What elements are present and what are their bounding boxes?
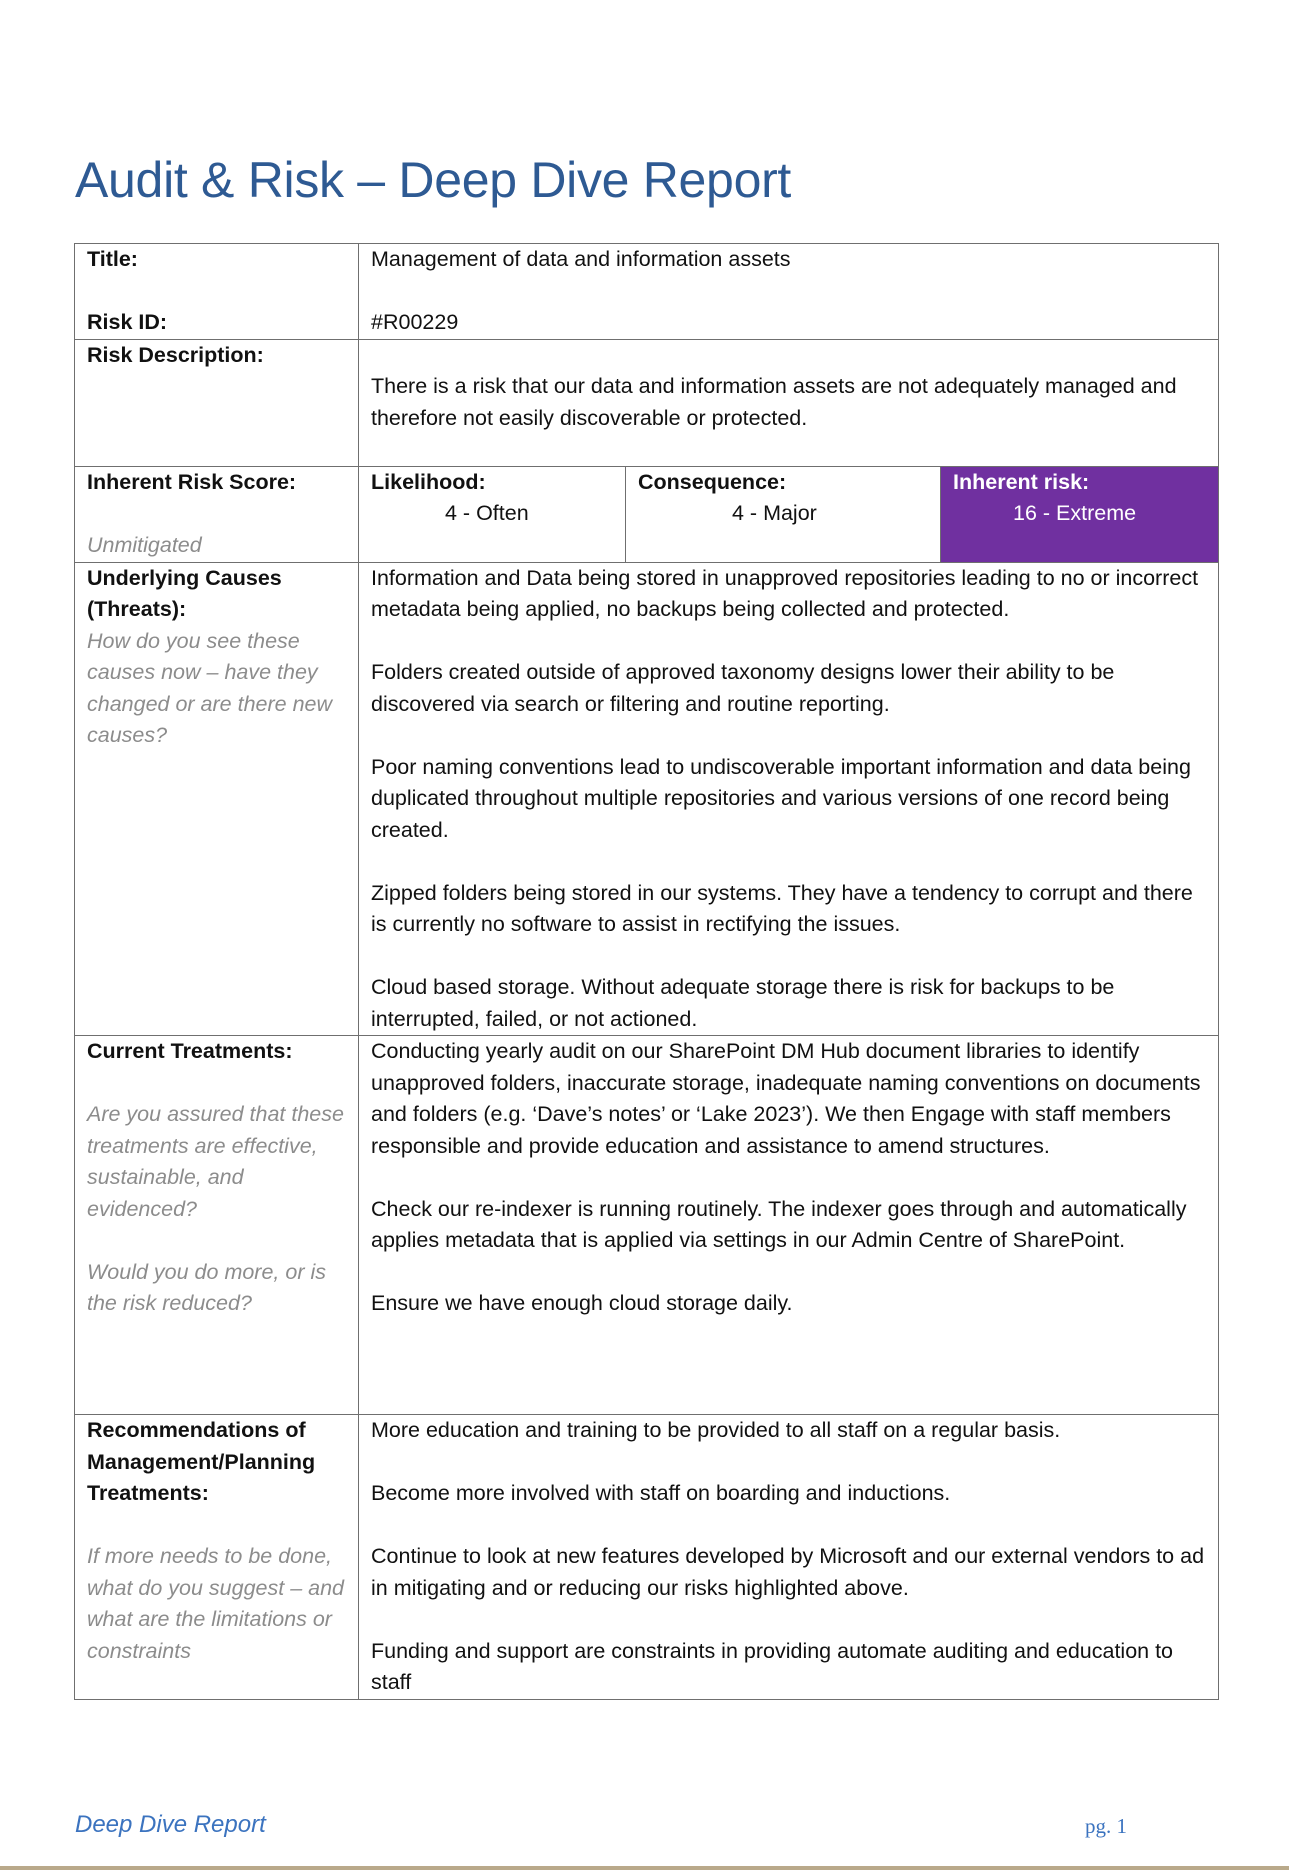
risk-description-row [75,339,1219,466]
cause-paragraph: Folders created outside of approved taxonomy designs lower their ability to be discovered via search or filtering and routine reporting. [371,660,1115,716]
inherent-risk-value: 16 - Extreme [1013,501,1137,525]
treatment-paragraph: Check our re-indexer is running routinely. The indexer goes through and automatically applies metadata that is applied via settings in our Admin Centre of SharePoint. [371,1196,1187,1252]
treatment-paragraph: Ensure we have enough cloud storage daily. [371,1291,793,1315]
title-value-cell [359,244,1219,340]
title-label: Title: [87,247,138,271]
risk-id-label: Risk ID: [87,310,168,334]
current-treatments-row [75,1036,1219,1415]
title-value: Management of data and information assets [371,247,791,271]
risk-description-label: Risk Description: [87,342,264,367]
consequence-cell [626,466,941,562]
risk-description-value-cell [359,339,1219,466]
recommendations-value-cell [359,1415,1219,1700]
cause-paragraph: Information and Data being stored in unapproved repositories leading to no or incorrect metadata being applied, no backups being collected and protected. [371,565,1199,621]
underlying-causes-hint: How do you see these causes now – have they changed or are there new causes? [87,628,333,747]
inherent-risk-score-row [75,466,1219,562]
current-treatments-value-cell [359,1036,1219,1415]
consequence-value: 4 - Major [732,501,817,525]
treatment-paragraph: Conducting yearly audit on our SharePoint DM Hub document libraries to identify unapproved folders, inaccurate storage, inadequate naming conventions on documents and folders (e.g. ‘Dave’s notes’ or ‘Lake 2023’). We then Engage with staff members responsible and provide education and assistance to amend structures. [371,1039,1201,1158]
inherent-risk-score-label-cell [75,466,359,562]
risk-description-value: There is a risk that our data and information assets are not adequately managed and therefore not easily discoverable or protected. [371,374,1177,430]
recommendation-paragraph: Become more involved with staff on boarding and inductions. [371,1481,951,1505]
inherent-risk-label: Inherent risk: [953,469,1090,494]
recommendations-label-cell [75,1415,359,1700]
current-treatments-hint-assured: Are you assured that these treatments are effective, sustainable, and evidenced? [87,1102,344,1221]
cause-paragraph: Cloud based storage. Without adequate storage there is risk for backups to be interrupted, failed, or not actioned. [371,975,1115,1031]
title-row [75,244,1219,340]
current-treatments-label: Current Treatments: [87,1039,293,1063]
underlying-causes-value-cell [359,562,1219,1036]
risk-report-table [74,243,1219,1700]
likelihood-label: Likelihood: [371,469,486,494]
inherent-risk-cell [941,466,1219,562]
risk-description-label-cell [75,339,359,466]
underlying-causes-label-cell [75,562,359,1036]
underlying-causes-label: Underlying Causes (Threats): [87,565,282,621]
cause-paragraph: Zipped folders being stored in our systems. They have a tendency to corrupt and there is currently no software to assist in rectifying the issues. [371,880,1193,936]
risk-id-value: #R00229 [371,310,459,334]
consequence-label: Consequence: [638,469,787,494]
inherent-risk-score-label: Inherent Risk Score: [87,469,297,494]
current-treatments-label-cell [75,1036,359,1415]
footer-report-name: Deep Dive Report [75,1811,266,1838]
recommendations-label: Recommendations of Management/Planning Treatments: [87,1418,316,1505]
footer-page-number: pg. 1 [1085,1814,1127,1838]
page-bottom-rule [0,1866,1289,1870]
page-title: Audit & Risk – Deep Dive Report [75,152,792,208]
recommendations-hint: If more needs to be done, what do you suggest – and what are the limitations or constraints [87,1544,344,1663]
underlying-causes-row [75,562,1219,1036]
current-treatments-hint-more: Would you do more, or is the risk reduced? [87,1259,326,1315]
recommendation-paragraph: Funding and support are constraints in providing automate auditing and education to staff [371,1638,1174,1694]
title-label-cell [75,244,359,340]
unmitigated-hint: Unmitigated [87,532,202,557]
cause-paragraph: Poor naming conventions lead to undiscoverable important information and data being duplicated throughout multiple repositories and various versions of one record being created. [371,754,1191,842]
recommendations-row [75,1415,1219,1700]
recommendation-paragraph: Continue to look at new features developed by Microsoft and our external vendors to ad in mitigating and or reducing our risks highlighted above. [371,1544,1205,1600]
likelihood-cell [359,466,626,562]
likelihood-value: 4 - Often [445,501,529,525]
recommendation-paragraph: More education and training to be provided to all staff on a regular basis. [371,1418,1061,1442]
